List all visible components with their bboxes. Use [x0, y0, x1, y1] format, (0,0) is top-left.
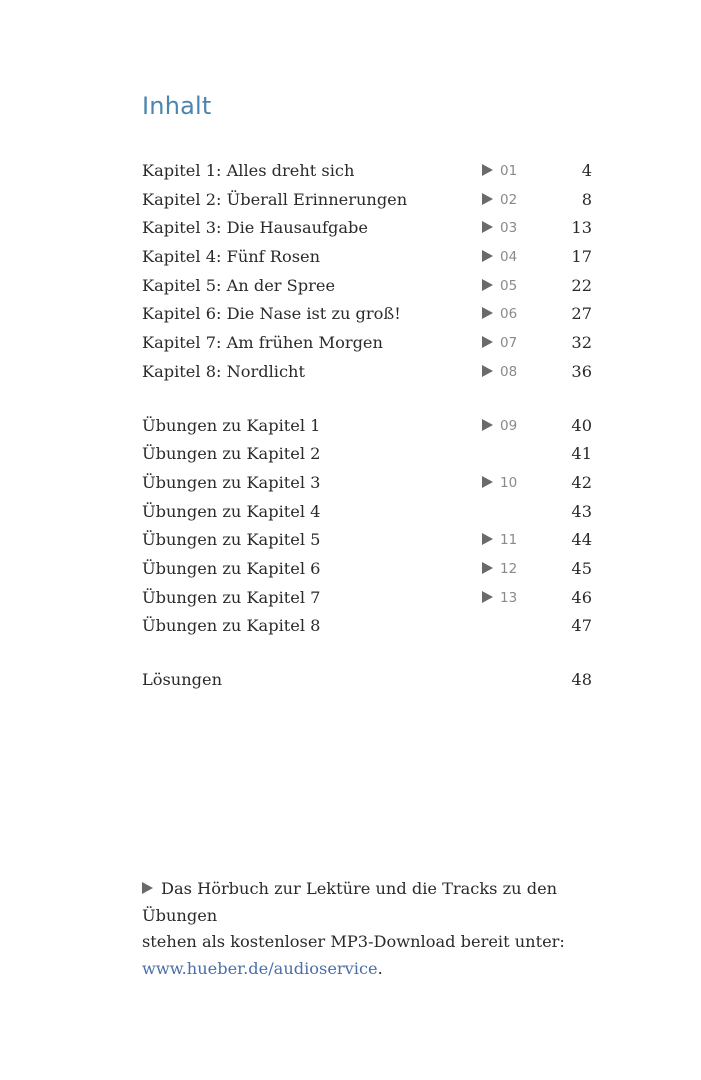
toc-entry-label: Übungen zu Kapitel 8: [142, 616, 321, 636]
toc-entry-label: Übungen zu Kapitel 2: [142, 444, 321, 464]
audio-track: [482, 469, 542, 498]
play-triangle-icon: [482, 221, 493, 233]
toc-row-chapter[interactable]: [142, 214, 592, 243]
toc-entry-label: Kapitel 4: Fünf Rosen: [142, 247, 321, 267]
audio-track: [482, 243, 542, 272]
audio-track: [482, 300, 542, 329]
play-triangle-icon: [482, 365, 493, 377]
play-triangle-icon: [482, 419, 493, 431]
toc-page-number: 27: [571, 304, 592, 324]
toc-entry-label: Kapitel 6: Die Nase ist zu groß!: [142, 304, 401, 324]
toc-entry-label: Kapitel 7: Am frühen Morgen: [142, 333, 383, 353]
page-title: Inhalt: [142, 92, 212, 120]
chapter-list: [142, 157, 592, 387]
toc-page-number: 4: [581, 161, 592, 180]
audio-track: [482, 526, 542, 555]
note-line-1: [142, 876, 622, 929]
toc-row-chapter[interactable]: [142, 358, 592, 387]
track-number: 07: [500, 335, 518, 352]
toc-entry-label: Kapitel 2: Überall Erinnerungen: [142, 189, 408, 209]
toc-row-chapter[interactable]: [142, 157, 592, 186]
toc-entry-label: Übungen zu Kapitel 4: [142, 501, 321, 521]
track-number: 08: [500, 363, 518, 380]
toc-page-number: 47: [571, 616, 592, 636]
toc-entry-label: Übungen zu Kapitel 3: [142, 472, 321, 492]
toc-page-number: 40: [571, 415, 592, 435]
audio-track: [482, 186, 542, 215]
play-triangle-icon: [142, 882, 153, 894]
toc-entry-label: Lösungen: [142, 670, 223, 689]
toc-page-number: 22: [571, 275, 592, 295]
toc-row-chapter[interactable]: [142, 329, 592, 358]
toc-page-number: 36: [571, 361, 592, 381]
play-triangle-icon: [482, 336, 493, 348]
track-number: 03: [500, 220, 518, 237]
audio-track: [482, 157, 542, 186]
play-triangle-icon: [482, 591, 493, 603]
play-triangle-icon: [482, 164, 493, 176]
play-triangle-icon: [482, 533, 493, 545]
track-number: 01: [500, 163, 518, 179]
toc-entry-label: Übungen zu Kapitel 5: [142, 530, 321, 550]
toc-page-number: 46: [571, 587, 592, 607]
track-number: 11: [500, 532, 518, 549]
toc-row-chapter[interactable]: [142, 272, 592, 301]
toc-page-number: 43: [571, 501, 592, 521]
toc-row-chapter[interactable]: [142, 243, 592, 272]
toc-row-chapter[interactable]: [142, 186, 592, 215]
toc-row-exercise[interactable]: [142, 412, 592, 441]
link-suffix: .: [377, 958, 383, 978]
track-number: 09: [500, 417, 518, 434]
toc-row-exercise[interactable]: [142, 555, 592, 584]
toc-entry-label: Übungen zu Kapitel 1: [142, 415, 321, 435]
track-number: 10: [500, 474, 518, 491]
track-number: 13: [500, 589, 518, 606]
note-line-3: [142, 956, 622, 983]
track-number: 02: [500, 191, 518, 208]
toc-page-number: 42: [571, 472, 592, 492]
toc-row-exercise[interactable]: [142, 469, 592, 498]
toc-entry-label: Übungen zu Kapitel 6: [142, 558, 321, 578]
table-of-contents: [142, 157, 592, 695]
toc-row-exercise[interactable]: [142, 584, 592, 613]
toc-page-number: 44: [571, 530, 592, 550]
toc-row-chapter[interactable]: [142, 300, 592, 329]
audio-track: [482, 412, 542, 441]
toc-entry-label: Kapitel 3: Die Hausaufgabe: [142, 218, 368, 238]
toc-row-exercise[interactable]: [142, 612, 592, 641]
audio-track: [482, 555, 542, 584]
toc-entry-label: Übungen zu Kapitel 7: [142, 587, 321, 607]
toc-page-number: 48: [571, 670, 592, 689]
track-number: 06: [500, 306, 518, 323]
audio-track: [482, 329, 542, 358]
note-line-2: stehen als kostenloser MP3-Download bereit unter:: [142, 932, 565, 951]
audio-track: [482, 358, 542, 387]
toc-row-exercise[interactable]: [142, 498, 592, 527]
audioservice-link[interactable]: www.hueber.de/audioservice: [142, 958, 378, 978]
toc-entry-label: Kapitel 5: An der Spree: [142, 275, 336, 295]
toc-page-number: 8: [581, 189, 592, 209]
play-triangle-icon: [482, 250, 493, 262]
exercise-list: [142, 412, 592, 642]
play-triangle-icon: [482, 562, 493, 574]
audio-note: [142, 876, 622, 982]
track-number: 04: [500, 249, 518, 266]
toc-entry-label: Kapitel 1: Alles dreht sich: [142, 161, 355, 180]
toc-row-exercise[interactable]: [142, 526, 592, 555]
toc-page-number: 32: [571, 333, 592, 353]
play-triangle-icon: [482, 279, 493, 291]
audio-track: [482, 214, 542, 243]
toc-page-number: 45: [571, 558, 592, 578]
track-number: 12: [500, 560, 518, 577]
toc-page-number: 41: [571, 444, 592, 464]
play-triangle-icon: [482, 307, 493, 319]
toc-row-exercise[interactable]: [142, 440, 592, 469]
audio-track: [482, 272, 542, 301]
track-number: 05: [500, 277, 518, 294]
toc-row-solutions[interactable]: [142, 666, 592, 695]
play-triangle-icon: [482, 476, 493, 488]
play-triangle-icon: [482, 193, 493, 205]
audio-track: [482, 584, 542, 613]
toc-entry-label: Kapitel 8: Nordlicht: [142, 361, 305, 381]
note-text-1: Das Hörbuch zur Lektüre und die Tracks zu den Übungen: [142, 879, 558, 925]
toc-page-number: 13: [571, 218, 592, 238]
toc-page-number: 17: [571, 247, 592, 267]
